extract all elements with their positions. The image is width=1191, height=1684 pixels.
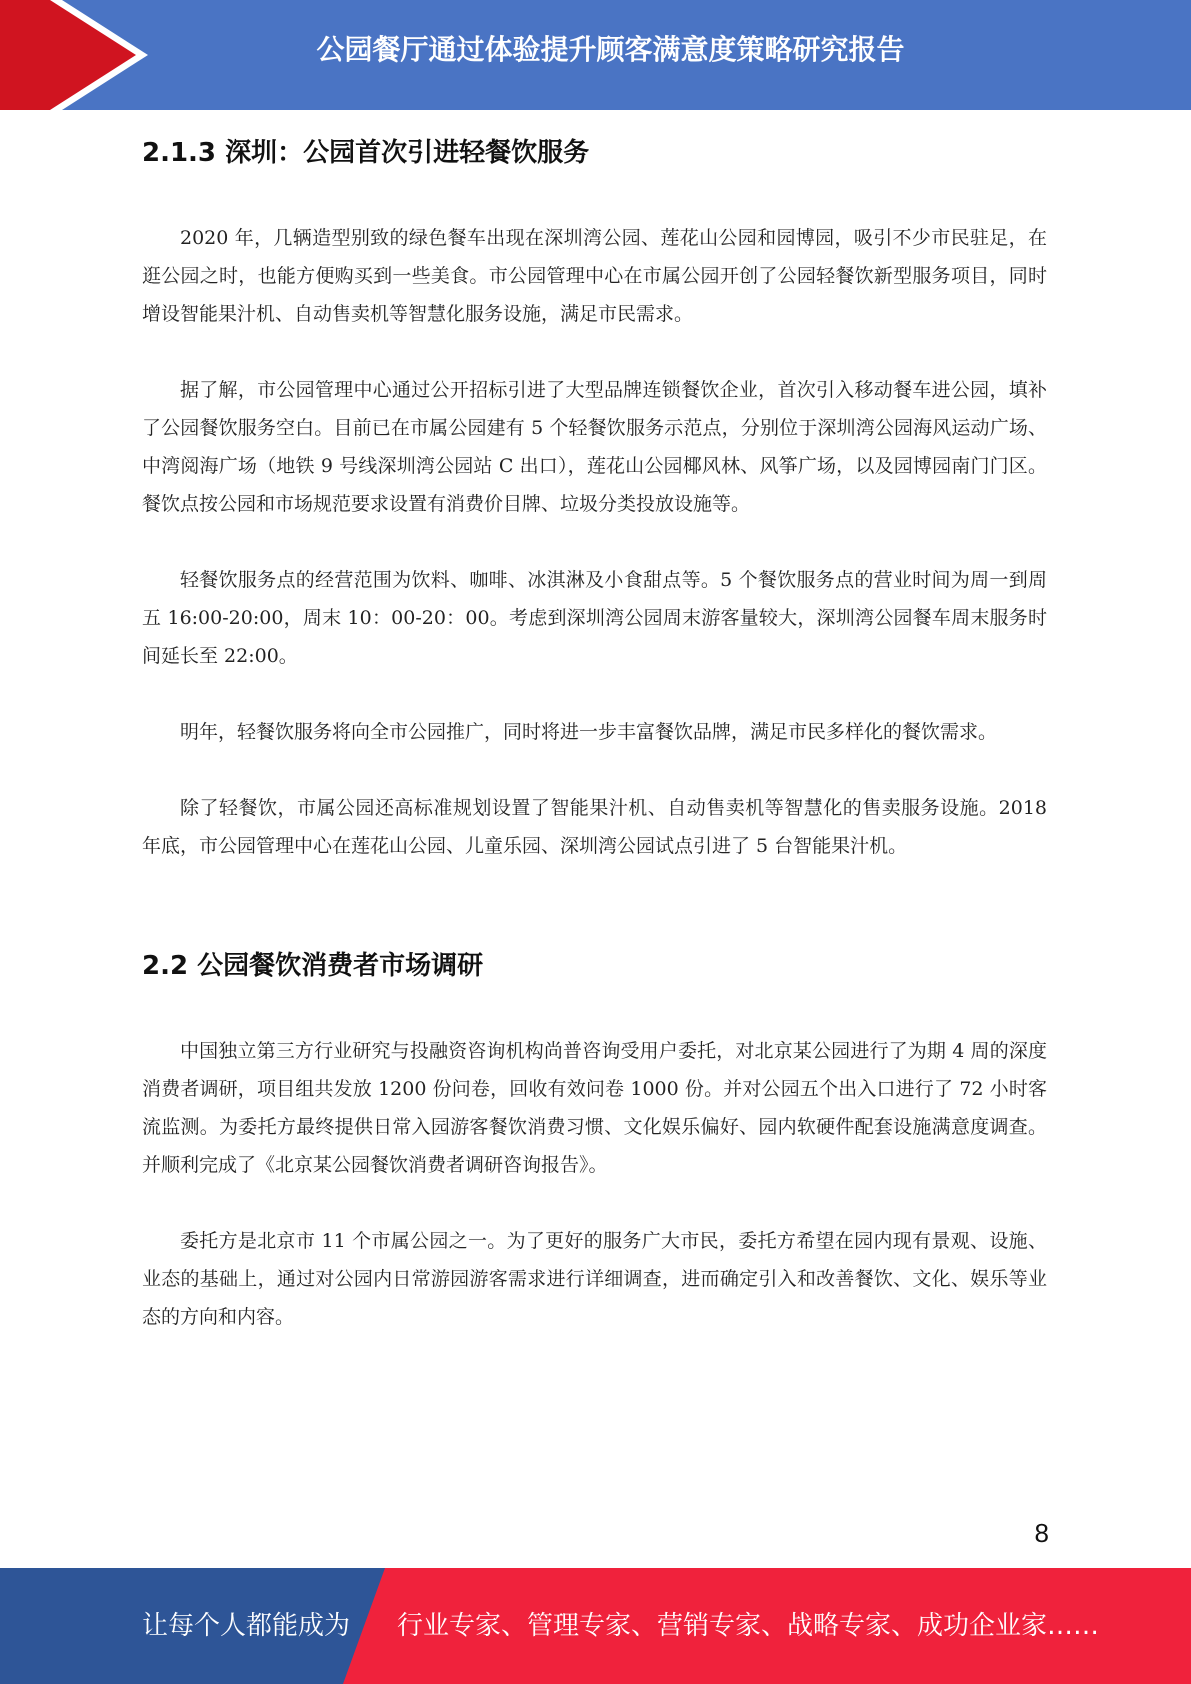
paragraph: 据了解，市公园管理中心通过公开招标引进了大型品牌连锁餐饮企业，首次引入移动餐车进公园，填补了公园餐饮服务空白。目前已在市属公园建有 5 个轻餐饮服务示范点，分别位于深圳湾公园海风运动广场、中湾阅海广场（地铁 9 号线深圳湾公园站 C 出口），莲花山公园椰风林、风筝广场，以及园博园南门门区。餐饮点按公园和市场规范要求设置有消费价目牌、垃圾分类投放设施等。 <box>142 379 1047 515</box>
page-number: 8 <box>1034 1518 1049 1548</box>
footer-slogan-right: 行业专家、管理专家、营销专家、战略专家、成功企业家…… <box>397 1611 1100 1641</box>
paragraph: 明年，轻餐饮服务将向全市公园推广，同时将进一步丰富餐饮品牌，满足市民多样化的餐饮需求。 <box>180 721 998 743</box>
page-header <box>0 0 1191 110</box>
section-heading-2-1-3: 2.1.3 深圳：公园首次引进轻餐饮服务 <box>142 138 590 168</box>
paragraph: 除了轻餐饮，市属公园还高标准规划设置了智能果汁机、自动售卖机等智慧化的售卖服务设施。2018 年底，市公园管理中心在莲花山公园、儿童乐园、深圳湾公园试点引进了 5 台智能果汁机。 <box>142 797 1047 857</box>
section-heading-2-2: 2.2 公园餐饮消费者市场调研 <box>142 951 484 981</box>
paragraph: 中国独立第三方行业研究与投融资咨询机构尚普咨询受用户委托，对北京某公园进行了为期 4 周的深度消费者调研，项目组共发放 1200 份问卷，回收有效问卷 1000 份。并对公园五个出入口进行了 72 小时客流监测。为委托方最终提供日常入园游客餐饮消费习惯、文化娱乐偏好、园内软硬件配套设施满意度调查。并顺利完成了《北京某公园餐饮消费者调研咨询报告》。 <box>142 1040 1047 1176</box>
footer-slogan-left: 让每个人都能成为 <box>142 1611 351 1641</box>
paragraph: 委托方是北京市 11 个市属公园之一。为了更好的服务广大市民，委托方希望在园内现有景观、设施、业态的基础上，通过对公园内日常游园游客需求进行详细调查，进而确定引入和改善餐饮、文化、娱乐等业态的方向和内容。 <box>142 1230 1047 1328</box>
report-title: 公园餐厅通过体验提升顾客满意度策略研究报告 <box>316 33 905 66</box>
page-content <box>142 110 1047 1374</box>
page-footer <box>0 1568 1191 1684</box>
paragraph: 2020 年，几辆造型别致的绿色餐车出现在深圳湾公园、莲花山公园和园博园，吸引不少市民驻足，在逛公园之时，也能方便购买到一些美食。市公园管理中心在市属公园开创了公园轻餐饮新型服务项目，同时增设智能果汁机、自动售卖机等智慧化服务设施，满足市民需求。 <box>142 227 1047 325</box>
paragraph: 轻餐饮服务点的经营范围为饮料、咖啡、冰淇淋及小食甜点等。5 个餐饮服务点的营业时间为周一到周五 16:00-20:00，周末 10：00-20：00。考虑到深圳湾公园周末游客量较大，深圳湾公园餐车周末服务时间延长至 22:00。 <box>142 569 1047 667</box>
